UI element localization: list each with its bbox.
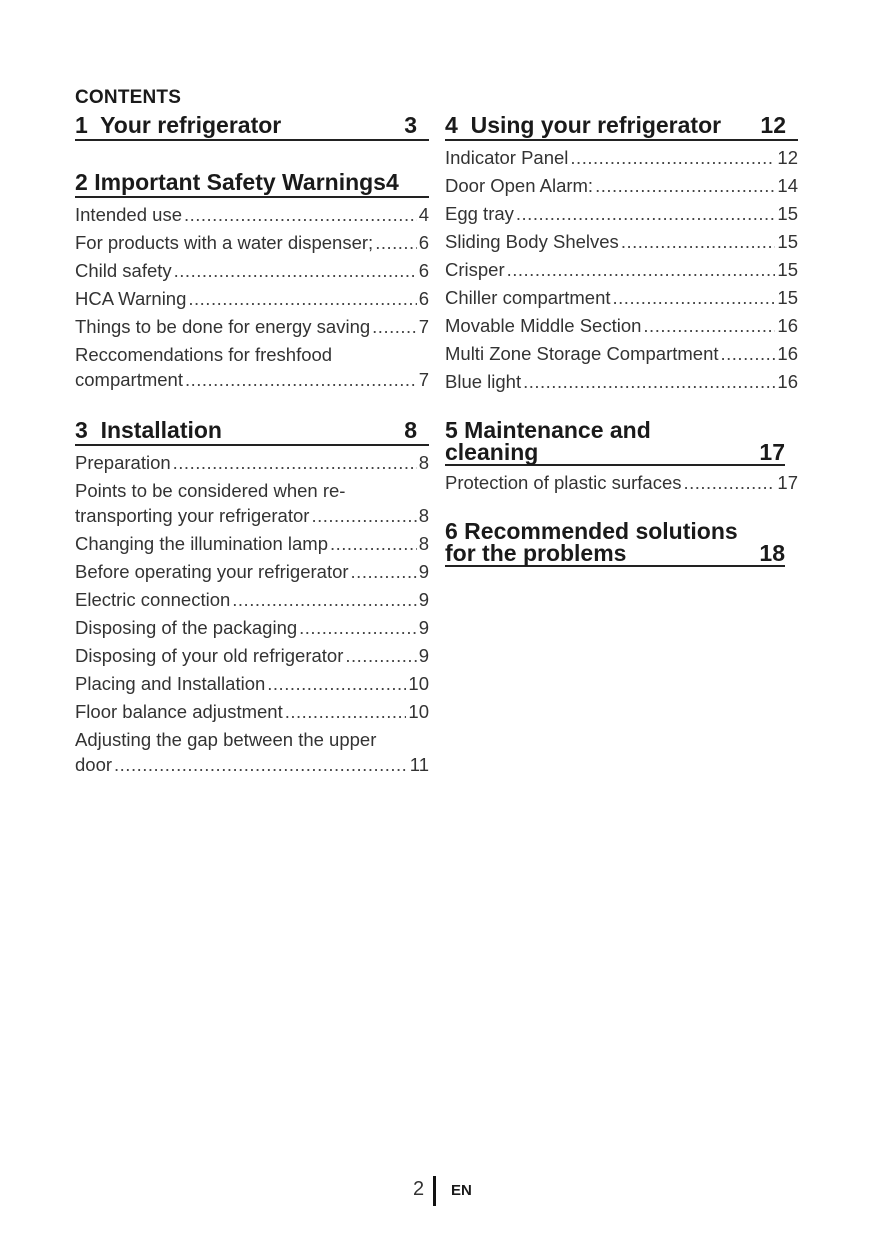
section-page: 3 [404, 112, 417, 138]
toc-entry[interactable]: Protection of plastic surfaces ..... 17 [445, 470, 798, 498]
toc-entry[interactable]: Disposing of the packaging ..... 9 [75, 615, 429, 643]
toc-entry[interactable]: Placing and Installation ..... 10 [75, 671, 429, 699]
toc-entry[interactable]: Blue light ..... 16 [445, 369, 798, 397]
toc-entry[interactable]: Child safety ..... 6 [75, 258, 429, 286]
toc-entry[interactable]: Disposing of your old refrigerator ..... 9 [75, 643, 429, 671]
toc-entry[interactable]: Multi Zone Storage Compartment ..... 16 [445, 341, 798, 369]
section-page: 8 [404, 417, 417, 443]
toc-section-3[interactable] [75, 417, 429, 446]
section-number: 2 [75, 169, 88, 195]
toc-right-column [445, 112, 798, 567]
footer-divider [433, 1176, 436, 1206]
toc-entry[interactable]: Preparation ..... 8 [75, 450, 429, 478]
toc-entry[interactable]: HCA Warning ..... 6 [75, 286, 429, 314]
toc-entry[interactable]: Changing the illumination lamp ..... 8 [75, 531, 429, 559]
toc-entry[interactable]: Door Open Alarm: ..... 14 [445, 173, 798, 201]
section-page: 4 [385, 169, 399, 195]
toc-section-6[interactable] [445, 520, 785, 567]
section-title-line2: for the problems [445, 540, 627, 566]
section-page: 18 [759, 540, 785, 566]
toc-section-5[interactable] [445, 419, 785, 466]
toc-section-1[interactable] [75, 112, 429, 141]
section-page: 12 [760, 112, 786, 138]
toc-entry[interactable]: Adjusting the gap between the upper door ..... 11 [75, 727, 429, 777]
toc-entry[interactable]: Sliding Body Shelves ..... 15 [445, 229, 798, 257]
toc-section-2[interactable] [75, 169, 429, 198]
toc-entry[interactable]: Crisper ..... 15 [445, 257, 798, 285]
section-page: 17 [759, 439, 785, 465]
section-number: 1 [75, 112, 88, 138]
section-title-line2: cleaning [445, 439, 539, 465]
language-label: EN [451, 1182, 472, 1199]
section-title: Your refrigerator [100, 112, 282, 138]
section-title: Using your refrigerator [470, 112, 722, 138]
toc-entry[interactable]: Movable Middle Section ..... 16 [445, 313, 798, 341]
contents-title: CONTENTS [75, 87, 182, 108]
toc-entry[interactable]: Egg tray ..... 15 [445, 201, 798, 229]
page-number: 2 [413, 1178, 425, 1200]
section-number: 4 [445, 112, 458, 138]
toc-entry[interactable]: Points to be considered when re- transporting your refrigerator ..... 8 [75, 478, 429, 528]
toc-entry[interactable]: Chiller compartment ..... 15 [445, 285, 798, 313]
toc-entry[interactable]: For products with a water dispenser; ..... 6 [75, 230, 429, 258]
toc-section-4[interactable] [445, 112, 798, 141]
section-title: Installation [100, 417, 222, 443]
toc-entry[interactable]: Things to be done for energy saving ..... 7 [75, 314, 429, 342]
toc-entry[interactable]: Reccomendations for freshfood compartment ..... 7 [75, 342, 429, 392]
toc-entry[interactable]: Intended use ..... 4 [75, 202, 429, 230]
section-number: 3 [75, 417, 88, 443]
section-title-line1: 5 Maintenance and [445, 417, 651, 443]
toc-entry[interactable]: Floor balance adjustment ..... 10 [75, 699, 429, 727]
toc-entry[interactable]: Indicator Panel ..... 12 [445, 145, 798, 173]
section-title: Important Safety Warnings [94, 169, 386, 195]
section-title-line1: 6 Recommended solutions [445, 518, 738, 544]
toc-entry[interactable]: Electric connection ..... 9 [75, 587, 429, 615]
toc-left-column [75, 112, 429, 780]
toc-entry[interactable]: Before operating your refrigerator ..... 9 [75, 559, 429, 587]
